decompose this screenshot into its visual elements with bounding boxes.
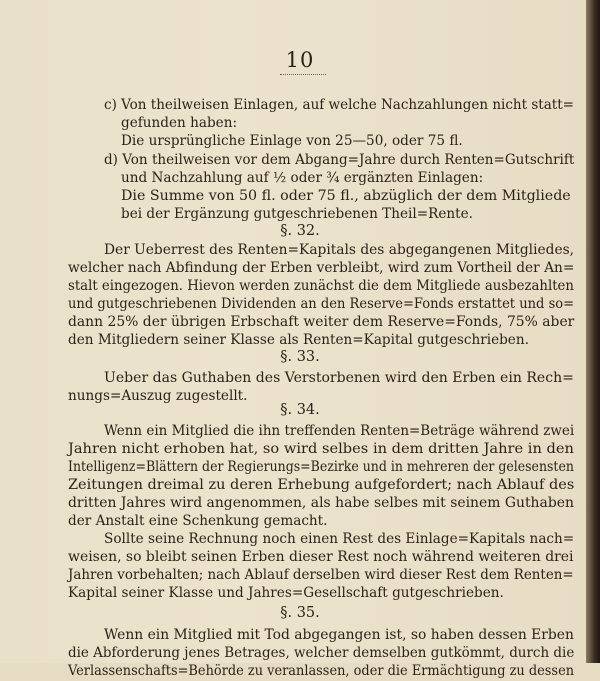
section-34-line-6: der Anstalt eine Schenkung gemacht. — [68, 513, 328, 529]
item-d-line-2: und Nachzahlung auf ½ oder ¾ ergänzten Einlagen: — [121, 170, 484, 186]
section-34-line-10: Kapital seiner Klasse und Jahres=Gesellschaft gutgeschrieben. — [68, 585, 504, 601]
item-d-line-4: bei der Ergänzung gutgeschriebenen Theil=Rente. — [121, 206, 473, 222]
section-32-line-3: stalt eingezogen. Hievon werden zunächst die dem Mitgliede ausbezahlten — [68, 278, 574, 294]
section-heading-32: §. 32. — [280, 223, 320, 239]
section-heading-33: §. 33. — [280, 349, 320, 365]
page-number: 10 — [285, 48, 315, 72]
section-34-line-3: Intelligenz=Blättern der Regierungs=Bezirke und in mehreren der gelesensten — [68, 459, 574, 475]
section-35-line-3: Verlassenschafts=Behörde zu veranlassen, oder die Ermächtigung zu dessen — [68, 663, 575, 679]
page-edge-shadow — [586, 0, 600, 663]
section-35-line-1: Wenn ein Mitglied mit Tod abgegangen ist, so haben dessen Erben — [104, 627, 574, 643]
item-d-line-1: d) Von theilweisen vor dem Abgang=Jahre durch Renten=Gutschrift — [104, 152, 575, 168]
section-32-line-1: Der Ueberrest des Renten=Kapitals des abgegangenen Mitgliedes, — [104, 242, 575, 258]
item-d-line-3: Die Summe von 50 fl. oder 75 fl., abzüglich der dem Mitgliede — [121, 188, 571, 204]
page-number-ornament — [280, 74, 326, 78]
item-c-line-2: gefunden haben: — [121, 115, 238, 131]
section-34-line-7: Sollte seine Rechnung noch einen Rest des Einlage=Kapitals nach= — [104, 531, 575, 547]
section-34-line-4: Zeitungen dreimal zu deren Erhebung aufgefordert; nach Ablauf des — [68, 477, 575, 493]
section-heading-35: §. 35. — [280, 605, 320, 621]
section-35-line-2: die Abforderung jenes Betrages, welcher demselben gutkömmt, durch die — [68, 645, 575, 661]
section-33-line-2: nungs=Auszug zugestellt. — [68, 388, 248, 404]
section-32-line-4: und gutgeschriebenen Dividenden an den Reserve=Fonds erstattet und so= — [68, 296, 575, 312]
section-34-line-1: Wenn ein Mitglied die ihn treffenden Renten=Beträge während zwei — [104, 423, 575, 439]
section-heading-34: §. 34. — [280, 402, 320, 418]
section-34-line-8: weisen, so bleibt seinen Erben dieser Rest noch während weiteren drei — [68, 549, 574, 565]
section-32-line-5: dann 25% der übrigen Erbschaft weiter dem Reserve=Fonds, 75% aber — [68, 314, 575, 330]
item-c-line-3: Die ursprüngliche Einlage von 25—50, oder 75 fl. — [121, 133, 463, 149]
section-34-line-9: Jahren vorbehalten; nach Ablauf derselben wird dieser Rest dem Renten= — [68, 567, 574, 583]
section-34-line-2: Jahren nicht erhoben hat, so wird selbes in dem dritten Jahre in den — [68, 441, 574, 457]
item-c-line-1: c) Von theilweisen Einlagen, auf welche Nachzahlungen nicht statt= — [104, 97, 574, 113]
section-32-line-2: welcher nach Abfindung der Erben verbleibt, wird zum Vortheil der An= — [68, 260, 575, 276]
section-33-line-1: Ueber das Guthaben des Verstorbenen wird den Erben ein Rech= — [104, 370, 574, 386]
section-34-line-5: dritten Jahres wird angenommen, als habe selbes mit seinem Guthaben — [68, 495, 574, 511]
section-32-line-6: den Mitgliedern seiner Klasse als Renten=Kapital gutgeschrieben. — [68, 332, 529, 348]
